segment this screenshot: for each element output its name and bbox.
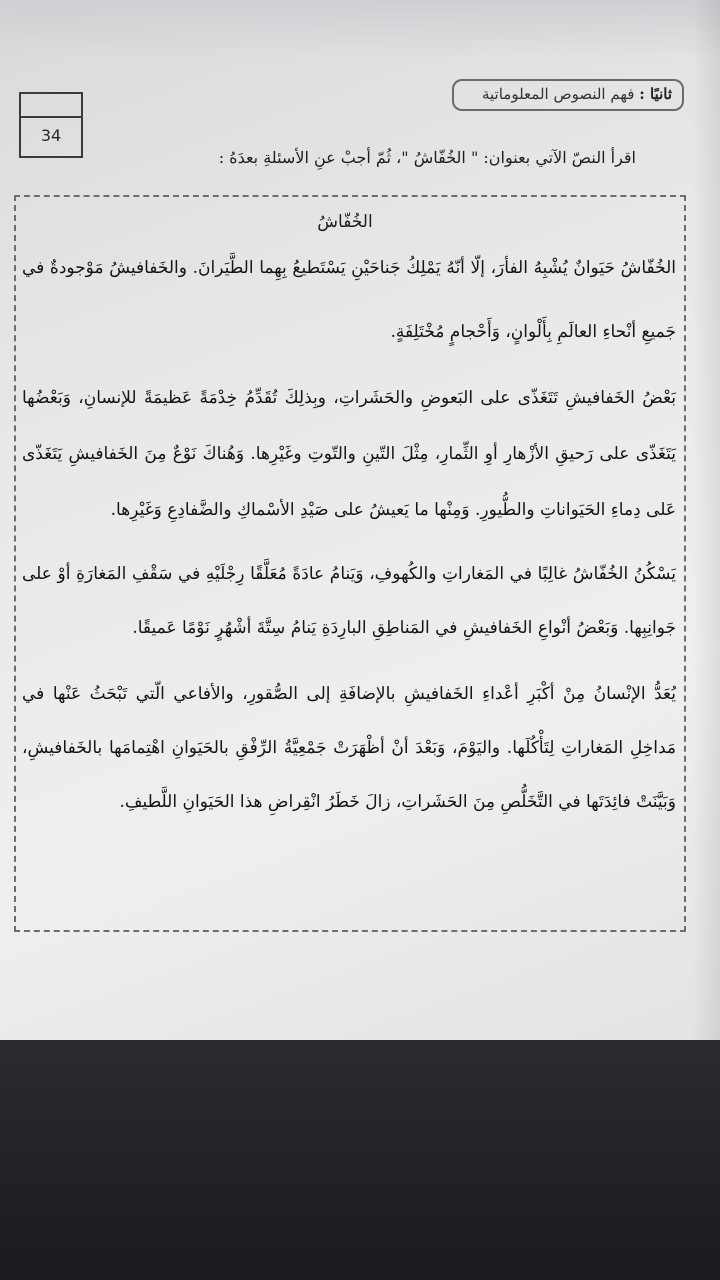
paragraph-1-line-2: جَميعِ أنْحاءِ العالَمِ بِأَلْوانٍ، وَأَحْجامٍ مُخْتَلِفَةٍ. [390, 322, 676, 342]
section-number: ثانيًا : [639, 85, 672, 103]
page-shadow [0, 0, 720, 60]
page-edge-shadow [692, 0, 720, 1040]
score-box-divider [21, 116, 81, 118]
paragraph-2-line-3: عَلى دِماءِ الحَيَواناتِ والطُّيورِ. وَمِنْها ما يَعيشُ على صَيْدِ الأسْماكِ والضَّفادِعِ وَغَيْرِها. [110, 500, 676, 520]
paragraph-2-line-2: يَتَغَذّى على رَحيقِ الأزْهارِ أوِ الثِّمارِ، مِثْلَ التّينِ والتّوتِ وغَيْرِها. وَهُناكَ نَوْعٌ مِنَ الخَفافيشِ يَتَغَذّى [22, 444, 676, 464]
paragraph-1-line-1: الخُفّاشُ حَيَوانٌ يُشْبِهُ الفأرَ، إلّا أنّهُ يَمْلِكُ جَناحَيْنِ يَسْتَطيعُ بِهِما الطَّيَرانَ. والخَفافيشُ مَوْجودةٌ في [22, 258, 676, 278]
paragraph-4-line-2: مَداخِلِ المَغاراتِ لِتَأْكُلَها. واليَوْمَ، وَبَعْدَ أنْ أظْهَرَتْ جَمْعِيَّةُ الرِّفْقِ بالحَيَوانِ اهْتِمامَها بالخَفافيشِ، [22, 738, 676, 758]
passage-title: الخُفّاشُ [317, 212, 373, 232]
paragraph-4-line-3: وَبَيَّنَتْ فائِدَتَها في التَّخَلُّصِ مِنَ الحَشَراتِ، زالَ خَطَرُ انْقِراضِ هذا الحَيَوانِ اللَّطيفِ. [119, 792, 676, 812]
paragraph-4-line-1: يُعَدُّ الإنْسانُ مِنْ أكْبَرِ أعْداءِ الخَفافيشِ بالإضافَةِ إلى الصُّقورِ، والأفاعي الّتي تَبْحَثُ عَنْها في [22, 684, 676, 704]
instruction-text: اقرأ النصّ الآتي بعنوان: " الخُفّاشُ "، ثُمّ أجبْ عنِ الأسئلةِ بعدَهُ : [218, 148, 636, 167]
paragraph-3-line-1: يَسْكُنُ الخُفّاشُ غالِبًا في المَغاراتِ والكُهوفِ، وَيَنامُ عادَةً مُعَلَّقًا رِجْلَيْهِ في سَقْفِ المَغارَةِ أوْ على [22, 564, 676, 584]
paragraph-3-line-2: جَوانِبِها. وَبَعْضُ أنْواعِ الخَفافيشِ في المَناطِقِ البارِدَةِ يَنامُ سِتَّةَ أشْهُرٍ نَوْمًا عَميقًا. [132, 618, 676, 638]
section-title: فهم النصوص المعلوماتية [481, 85, 635, 103]
score-value: 34 [40, 126, 62, 145]
section-header [452, 79, 684, 111]
score-box [19, 92, 83, 158]
paragraph-2-line-1: بَعْضُ الخَفافيشِ تَتَغَذّى على البَعوضِ والحَشَراتِ، وبِذلِكَ تُقَدِّمُ خِدْمَةً عَظيمَةً للإنسانِ، وَبَعْضُها [22, 388, 676, 408]
dark-background [0, 1040, 720, 1280]
